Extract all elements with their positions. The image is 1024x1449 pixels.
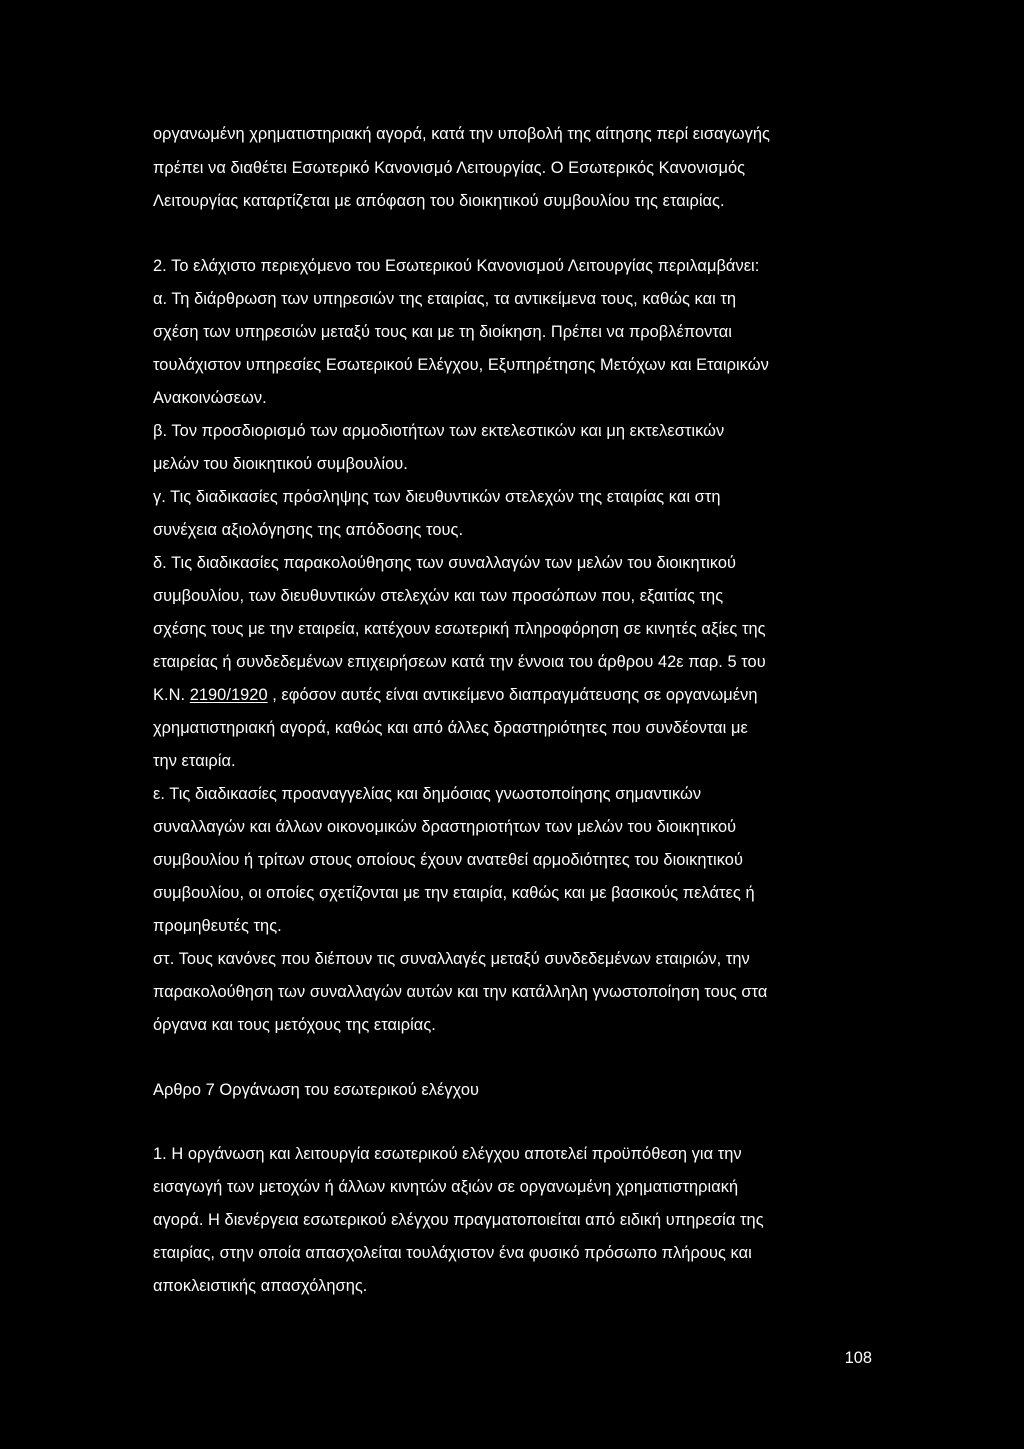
text-line: αποκλειστικής απασχόλησης.	[153, 1277, 368, 1295]
text-line: 1. Η οργάνωση και λειτουργία εσωτερικού ελέγχου αποτελεί προϋπόθεση για την	[153, 1145, 742, 1163]
text-line: γ. Τις διαδικασίες πρόσληψης των διευθυντικών στελεχών της εταιρίας και στη	[153, 488, 721, 506]
text-line: συμβουλίου ή τρίτων στους οποίους έχουν ανατεθεί αρμοδιότητες του διοικητικού	[153, 851, 743, 869]
text-line: σχέσης τους με την εταιρεία, κατέχουν εσωτερική πληροφόρηση σε κινητές αξίες της	[153, 620, 766, 638]
section-heading-item-2: 2. Το ελάχιστο περιεχόμενο του Εσωτερικού Κανονισμού Λειτουργίας περιλαμβάνει:	[153, 257, 760, 275]
text-line: χρηματιστηριακή αγορά, καθώς και από άλλες δραστηριότητες που συνδέονται με	[153, 719, 748, 737]
text-line: εταιρίας, στην οποία απασχολείται τουλάχιστον ένα φυσικό πρόσωπο πλήρους και	[153, 1244, 752, 1262]
text-line: συνέχεια αξιολόγησης της απόδοσης τους.	[153, 521, 464, 539]
text-line: τουλάχιστον υπηρεσίες Εσωτερικού Ελέγχου, Εξυπηρέτησης Μετόχων και Εταιρικών	[153, 356, 769, 374]
article-heading: Αρθρο 7 Οργάνωση του εσωτερικού ελέγχου	[153, 1081, 479, 1099]
text-line: ε. Τις διαδικασίες προαναγγελίας και δημόσιας γνωστοποίησης σημαντικών	[153, 785, 702, 803]
text-line: β. Τον προσδιορισμό των αρμοδιοτήτων των εκτελεστικών και μη εκτελεστικών	[153, 422, 725, 440]
text-line: σχέση των υπηρεσιών μεταξύ τους και με τη διοίκηση. Πρέπει να προβλέπονται	[153, 323, 732, 341]
text-line: δ. Τις διαδικασίες παρακολούθησης των συναλλαγών των μελών του διοικητικού	[153, 554, 737, 572]
text-line: συναλλαγών και άλλων οικονομικών δραστηριοτήτων των μελών του διοικητικού	[153, 818, 737, 836]
text-line: όργανα και τους μετόχους της εταιρίας.	[153, 1016, 436, 1034]
text-line: συμβουλίου, των διευθυντικών στελεχών και των προσώπων που, εξαιτίας της	[153, 587, 724, 605]
text-line: οργανωμένη χρηματιστηριακή αγορά, κατά την υποβολή της αίτησης περί εισαγωγής	[153, 125, 771, 143]
text-line: στ. Τους κανόνες που διέπουν τις συναλλαγές μεταξύ συνδεδεμένων εταιριών, την	[153, 950, 750, 968]
law-suffix: , εφόσον αυτές είναι αντικείμενο διαπραγμάτευσης σε οργανωμένη	[267, 686, 758, 704]
text-line: πρέπει να διαθέτει Εσωτερικό Κανονισμό Λειτουργίας. Ο Εσωτερικός Κανονισμός	[153, 159, 746, 177]
text-line: συμβουλίου, οι οποίες σχετίζονται με την εταιρία, καθώς και με βασικούς πελάτες ή	[153, 884, 755, 902]
text-line: αγορά. Η διενέργεια εσωτερικού ελέγχου πραγματοποιείται από ειδική υπηρεσία της	[153, 1211, 764, 1229]
page-number: 108	[844, 1349, 872, 1367]
text-line: μελών του διοικητικού συμβουλίου.	[153, 455, 408, 473]
text-line: εισαγωγή των μετοχών ή άλλων κινητών αξιών σε οργανωμένη χρηματιστηριακή	[153, 1178, 739, 1196]
law-prefix: Κ.Ν.	[153, 686, 190, 704]
text-line: την εταιρία.	[153, 752, 236, 770]
text-line: Ανακοινώσεων.	[153, 389, 267, 407]
law-2190-1920-link[interactable]: 2190/1920	[189, 686, 268, 704]
text-line: προμηθευτές της.	[153, 917, 282, 935]
text-line: εταιρείας ή συνδεδεμένων επιχειρήσεων κατά την έννοια του άρθρου 42ε παρ. 5 του	[153, 653, 766, 671]
law-reference-line	[153, 685, 758, 705]
text-line: Λειτουργίας καταρτίζεται με απόφαση του διοικητικού συμβουλίου της εταιρίας.	[153, 192, 725, 210]
text-line: α. Τη διάρθρωση των υπηρεσιών της εταιρίας, τα αντικείμενα τους, καθώς και τη	[153, 290, 737, 308]
text-line: παρακολούθηση των συναλλαγών αυτών και την κατάλληλη γνωστοποίηση τους στα	[153, 983, 768, 1001]
